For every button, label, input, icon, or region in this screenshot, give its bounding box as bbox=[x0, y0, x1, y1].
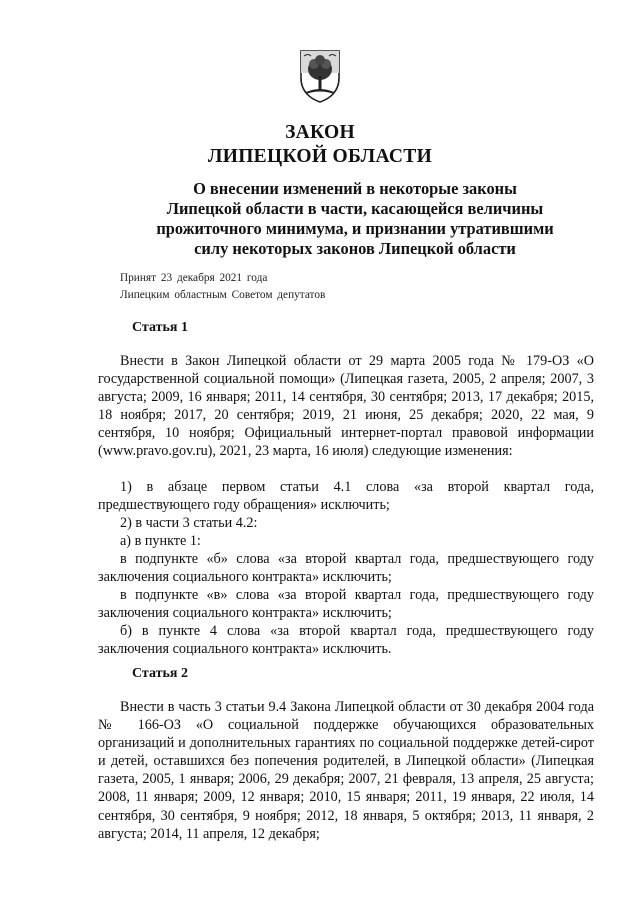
adoption-date: Принят 23 декабря 2021 года bbox=[120, 272, 268, 284]
subject-line-4: силу некоторых законов Липецкой области bbox=[194, 239, 516, 258]
article-1-item-2a: а) в пункте 1: bbox=[120, 533, 201, 549]
article-1-heading: Статья 1 bbox=[132, 320, 188, 335]
subject-line-3: прожиточного минимума, и признании утратившими bbox=[156, 219, 554, 238]
subject-line-1: О внесении изменений в некоторые законы bbox=[193, 179, 517, 198]
article-1-item-2b: б) в пункте 4 слова «за второй квартал года, предшествующего году заключения социального контракта» исключить. bbox=[98, 623, 594, 658]
adoption-body: Липецким областным Советом депутатов bbox=[120, 289, 326, 301]
article-1-item-1: 1) в абзаце первом статьи 4.1 слова «за второй квартал года, предшествующего году обращения» исключить; bbox=[98, 479, 594, 514]
law-region: ЛИПЕЦКОЙ ОБЛАСТИ bbox=[207, 146, 433, 167]
article-1-subitem-b: в подпункте «б» слова «за второй квартал года, предшествующего году заключения социального контракта» исключить; bbox=[98, 551, 594, 586]
subject-line-2: Липецкой области в части, касающейся величины bbox=[166, 199, 544, 218]
coat-of-arms-icon bbox=[298, 48, 342, 104]
law-title: ЗАКОН bbox=[285, 122, 355, 143]
article-2-intro: Внести в часть 3 статьи 9.4 Закона Липецкой области от 30 декабря 2004 года № 166-ОЗ «О социальной поддержке обучающихся образовательных организаций и дополнительных гарантиях по социальной поддержке детей-сирот и детей, оставшихся без попечения родителей, в Липецкой области» (Липецкая газета, 2005, 1 января; 2006, 29 декабря; 2007, 21 февраля, 13 апреля, 25 августа; 2008, 11 января; 2009, 12 января; 2010, 15 января; 2011, 19 января, 22 июля, 14 сентября, 30 сентября, 9 ноября; 2012, 18 января, 5 октября; 2013, 11 января, 2 августа; 2014, 11 апреля, 12 декабря; bbox=[98, 699, 594, 842]
article-1-item-2: 2) в части 3 статьи 4.2: bbox=[120, 515, 258, 531]
article-2-heading: Статья 2 bbox=[132, 666, 188, 681]
article-1-subitem-v: в подпункте «в» слова «за второй квартал года, предшествующего году заключения социального контракта» исключить; bbox=[98, 587, 594, 622]
article-1-intro: Внести в Закон Липецкой области от 29 марта 2005 года № 179-ОЗ «О государственной социальной помощи» (Липецкая газета, 2005, 2 апреля; 2007, 3 августа; 2009, 16 января; 2011, 14 сентября, 30 сентября; 2013, 17 декабря; 2015, 18 ноября; 2017, 20 сентября; 2019, 21 июня, 25 декабря; 2020, 22 мая, 9 сентября, 10 ноября; Официальный интернет-портал правовой информации (www.pravo.gov.ru), 2021, 23 марта, 16 июля) следующие изменения: bbox=[98, 353, 594, 460]
